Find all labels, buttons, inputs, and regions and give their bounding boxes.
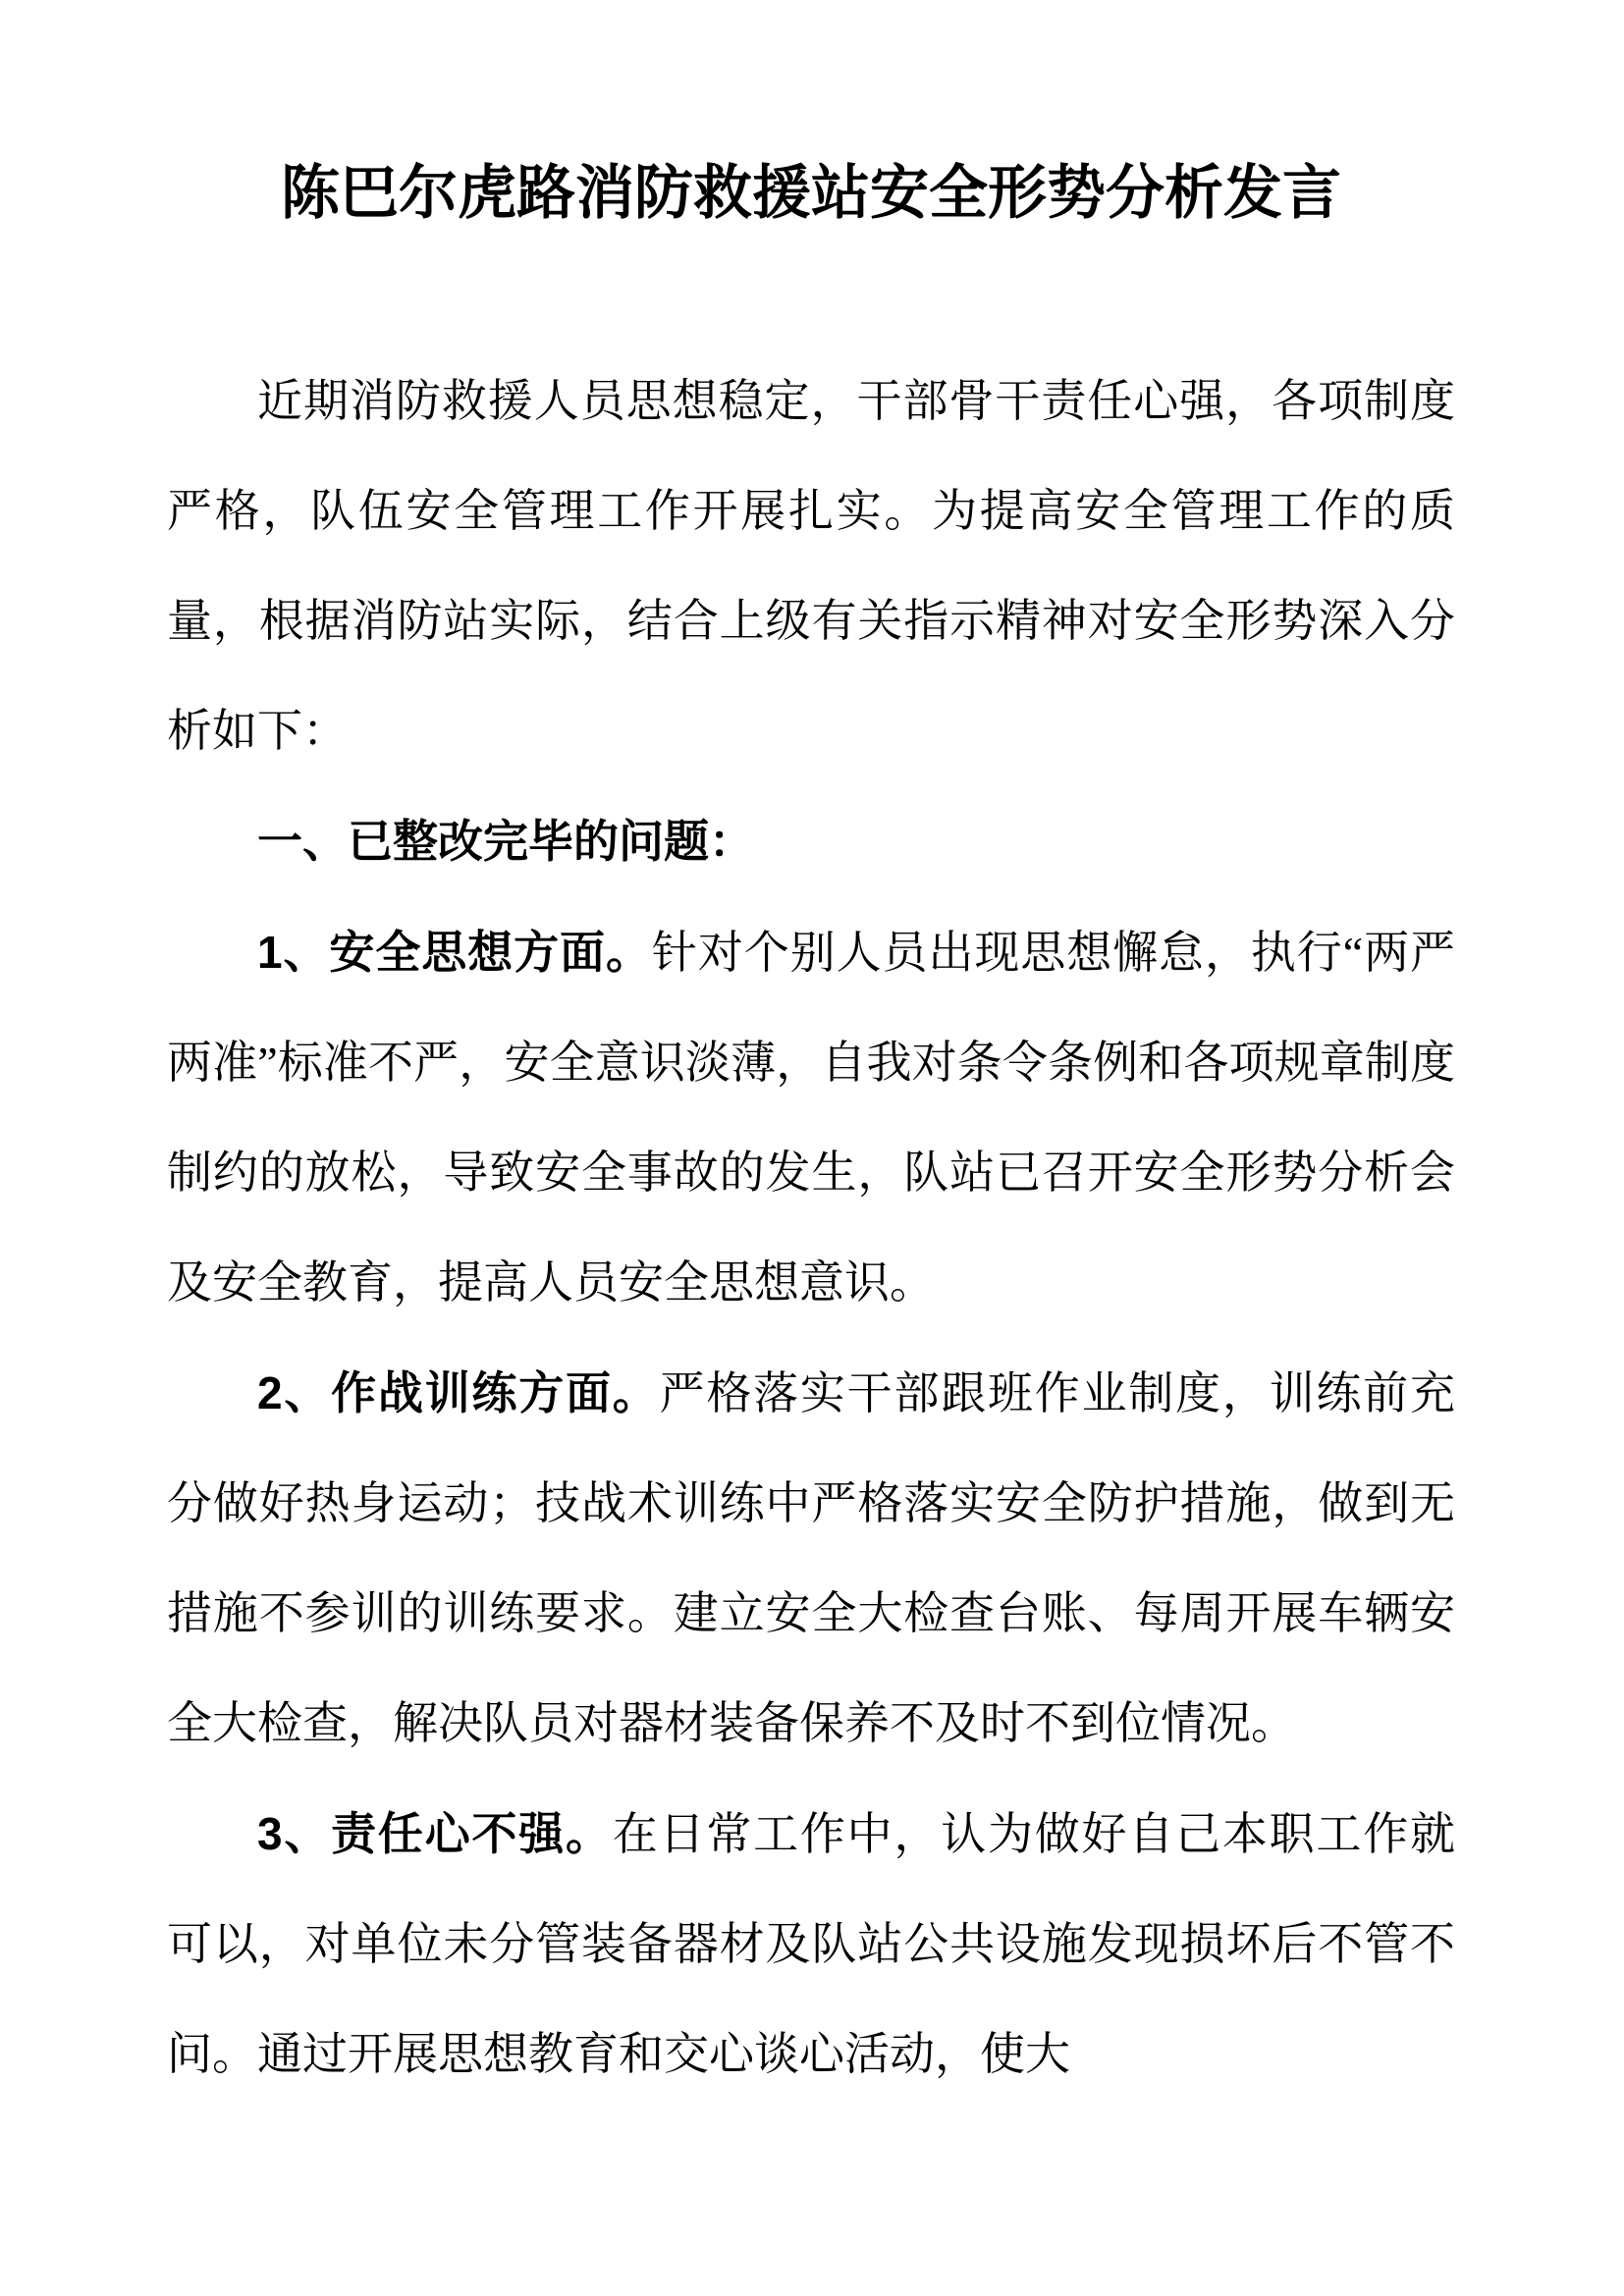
paragraph-lead-text: 3、责任心不强。 — [257, 1808, 613, 1859]
paragraph — [167, 897, 1455, 1338]
paragraph-text: 近期消防救援人员思想稳定，干部骨干责任心强，各项制度严格，队伍安全管理工作开展扎实。为提高安全管理工作的质量，根据消防站实际，结合上级有关指示精神对安全形势深入分析如下： — [167, 376, 1455, 756]
paragraph-text: 在日常工作中，认为做好自己本职工作就可以，对单位未分管装备器材及队站公共设施发现损坏后不管不问。通过开展思想教育和交心谈心活动，使大 — [167, 1809, 1455, 2079]
paragraph — [167, 1779, 1455, 2109]
paragraph-text: 严格落实干部跟班作业制度，训练前充分做好热身运动；技战术训练中严格落实安全防护措施，做到无措施不参训的训练要求。建立安全大检查台账、每周开展车辆安全大检查，解决队员对器材装备保养不及时不到位情况。 — [167, 1368, 1455, 1748]
paragraph-lead-text: 1、安全思想方面。 — [257, 927, 652, 978]
paragraph — [167, 347, 1455, 786]
section-heading — [167, 786, 1455, 897]
paragraph — [167, 1338, 1455, 1779]
paragraph-text: 针对个别人员出现思想懈怠，执行“两严两准”标准不严，安全意识淡薄，自我对条令条例和各项规章制度制约的放松，导致安全事故的发生，队站已召开安全形势分析会及安全教育，提高人员安全思想意识。 — [167, 928, 1455, 1308]
document-title: 陈巴尔虎路消防救援站安全形势分析发言 — [281, 161, 1341, 226]
paragraph-lead-text: 一、已整改完毕的问题： — [257, 816, 754, 867]
paragraph-lead-text: 2、作战训练方面。 — [257, 1367, 660, 1418]
document-body — [167, 347, 1455, 2109]
